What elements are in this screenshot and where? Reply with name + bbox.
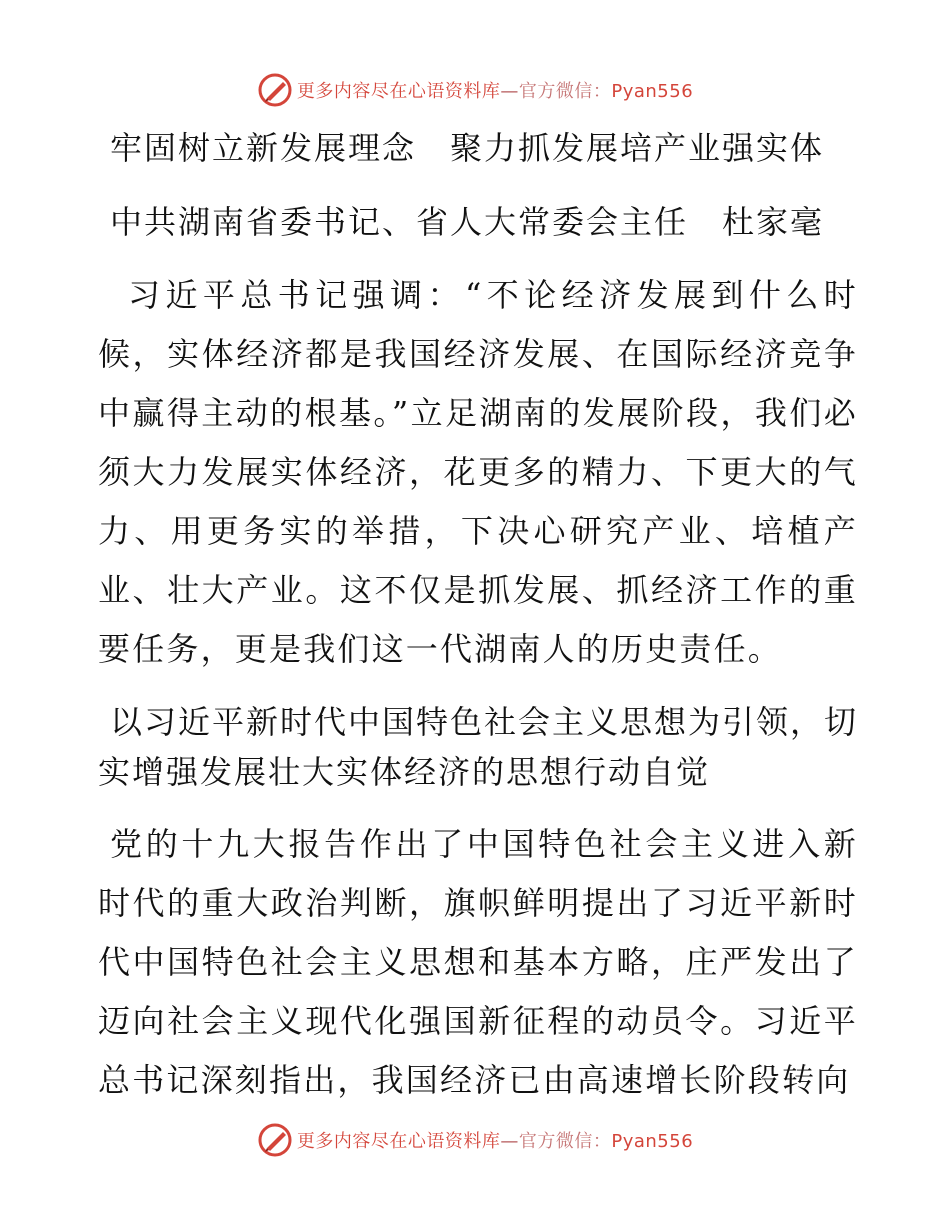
watermark-main: 更多内容尽在心语资料库 [296, 81, 501, 102]
article-body [98, 120, 858, 1110]
paragraph-1: 习近平总书记强调：“不论经济发展到什么时候，实体经济都是我国经济发展、在国际经济竞争中赢得主动的根基。”立足湖南的发展阶段，我们必须大力发展实体经济，花更多的精力、下更大的气力、用更务实的举措，下决心研究产业、培植产业、壮大产业。这不仅是抓发展、抓经济工作的重要任务，更是我们这一代湖南人的历史责任。 [98, 276, 858, 668]
watermark-separator: — [500, 1131, 519, 1152]
pen-logo-icon [257, 1122, 293, 1158]
article-author: 中共湖南省委书记、省人大常委会主任 杜家毫 [110, 203, 825, 241]
paragraph-2: 党的十九大报告作出了中国特色社会主义进入新时代的重大政治判断，旗帜鲜明提出了习近平新时代中国特色社会主义思想和基本方略，庄严发出了迈向社会主义现代化强国新征程的动员令。习近平总书记深刻指出，我国经济已由高速增长阶段转向 [98, 825, 858, 1099]
footer-watermark [0, 1120, 950, 1160]
section-heading: 以习近平新时代中国特色社会主义思想为引领，切实增强发展壮大实体经济的思想行动自觉 [98, 703, 859, 791]
watermark-account: Pyan556 [611, 1131, 694, 1152]
header-watermark [0, 70, 950, 110]
watermark-text [297, 77, 693, 103]
watermark-separator: — [500, 81, 519, 102]
watermark-wechat-label: 官方微信： [518, 81, 612, 102]
watermark-main: 更多内容尽在心语资料库 [296, 1131, 501, 1152]
watermark-text [297, 1127, 693, 1153]
article-title: 牢固树立新发展理念 聚力抓发展培产业强实体 [110, 129, 825, 167]
pen-logo-icon [257, 72, 293, 108]
watermark-wechat-label: 官方微信： [518, 1131, 612, 1152]
watermark-account: Pyan556 [611, 81, 694, 102]
